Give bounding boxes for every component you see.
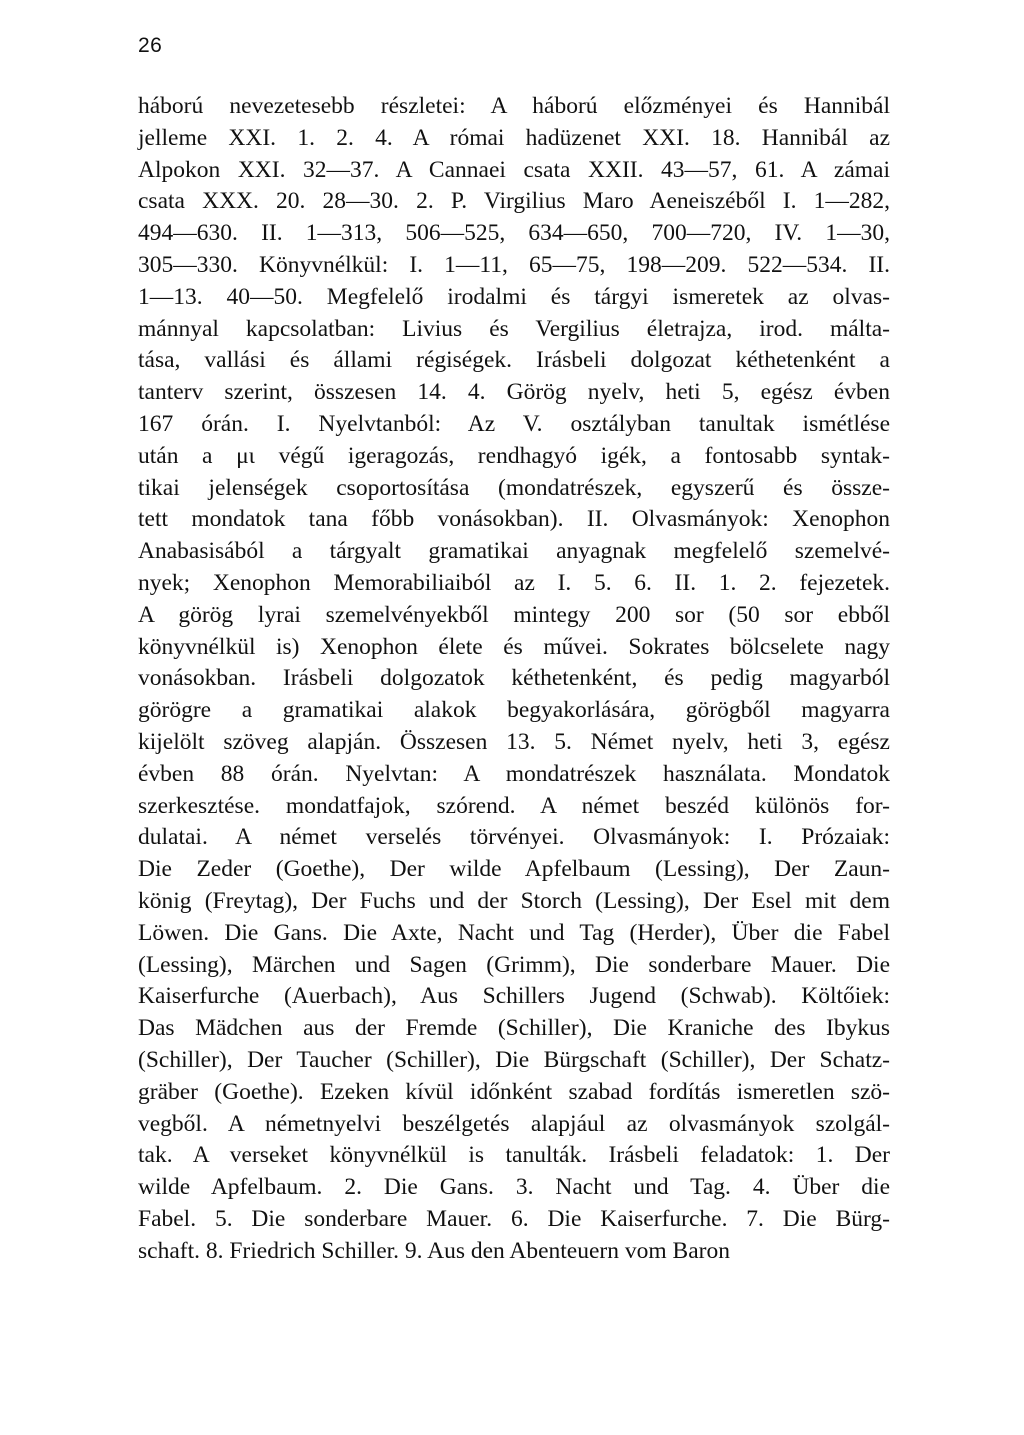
text-line: Alpokon XXI. 32—37. A Cannaei csata XXII. 43—57, 61. A zámai <box>138 156 890 183</box>
text-line: szerkesztése. mondatfajok, szórend. A német beszéd különös for- <box>138 792 890 819</box>
text-line: 494—630. II. 1—313, 506—525, 634—650, 700—720, IV. 1—30, <box>138 220 890 247</box>
text-line: könyvnélkül is) Xenophon élete és művei. Sokrates bölcselete nagy <box>138 633 890 660</box>
text-line: nyek; Xenophon Memorabiliaiból az I. 5. 6. II. 1. 2. fejezetek. <box>138 569 890 596</box>
text-line: Die Zeder (Goethe), Der wilde Apfelbaum (Lessing), Der Zaun- <box>138 856 890 883</box>
text-line: kijelölt szöveg alapján. Összesen 13. 5. Német nyelv, heti 3, egész <box>138 728 890 755</box>
text-line: Das Mädchen aus der Fremde (Schiller), Die Kraniche des Ibykus <box>138 1015 890 1042</box>
text-line: (Schiller), Der Taucher (Schiller), Die Bürgschaft (Schiller), Der Schatz- <box>138 1046 890 1073</box>
text-line: vegből. A németnyelvi beszélgetés alapjául az olvasmányok szolgál- <box>138 1110 890 1137</box>
text-line: háború nevezetesebb részletei: A háború előzményei és Hannibál <box>138 93 890 119</box>
text-line: mánnyal kapcsolatban: Livius és Vergilius életrajza, irod. málta- <box>138 315 890 342</box>
text-line: könig (Freytag), Der Fuchs und der Storch (Lessing), Der Esel mit dem <box>138 887 890 914</box>
text-line: A görög lyrai szemelvényekből mintegy 200 sor (50 sor ebből <box>138 601 890 628</box>
text-line: tása, vallási és állami régiségek. Irásbeli dolgozat kéthetenként a <box>138 347 890 374</box>
text-line: gräber (Goethe). Ezeken kívül időnként szabad fordítás ismeretlen szö- <box>138 1078 890 1105</box>
text-line: Fabel. 5. Die sonderbare Mauer. 6. Die Kaiserfurche. 7. Die Bürg- <box>138 1205 890 1232</box>
page-number: 26 <box>138 34 163 57</box>
text-line: (Lessing), Märchen und Sagen (Grimm), Die sonderbare Mauer. Die <box>138 951 890 978</box>
text-line: dulatai. A német verselés törvényei. Olvasmányok: I. Prózaiak: <box>138 824 890 851</box>
body-text <box>138 91 890 1267</box>
text-line: jelleme XXI. 1. 2. 4. A római hadüzenet XXI. 18. Hannibál az <box>138 124 890 151</box>
text-line: schaft. 8. Friedrich Schiller. 9. Aus den Abenteuern vom Baron <box>138 1237 730 1264</box>
text-line: 305—330. Könyvnélkül: I. 1—11, 65—75, 198—209. 522—534. II. <box>138 251 890 278</box>
text-line: Anabasisából a tárgyalt gramatikai anyagnak megfelelő szemelvé- <box>138 538 890 565</box>
text-line: Kaiserfurche (Auerbach), Aus Schillers Jugend (Schwab). Költőiek: <box>138 983 890 1010</box>
text-line: 167 órán. I. Nyelvtanból: Az V. osztályban tanultak ismétlése <box>138 410 890 437</box>
text-line: tikai jelenségek csoportosítása (mondatrészek, egyszerű és össze- <box>138 474 890 501</box>
text-line: görögre a gramatikai alakok begyakorlására, görögből magyarra <box>138 697 890 724</box>
text-line: vonásokban. Irásbeli dolgozatok kéthetenként, és pedig magyarból <box>138 665 890 692</box>
text-line: után a μι végű igeragozás, rendhagyó igék, a fontosabb syntak- <box>138 442 890 469</box>
text-line: évben 88 órán. Nyelvtan: A mondatrészek használata. Mondatok <box>138 760 890 787</box>
text-line: wilde Apfelbaum. 2. Die Gans. 3. Nacht und Tag. 4. Über die <box>138 1174 890 1201</box>
text-line: Löwen. Die Gans. Die Axte, Nacht und Tag (Herder), Über die Fabel <box>138 919 890 946</box>
text-line: 1—13. 40—50. Megfelelő irodalmi és tárgyi ismeretek az olvas- <box>138 283 890 310</box>
text-line: tanterv szerint, összesen 14. 4. Görög nyelv, heti 5, egész évben <box>138 379 890 406</box>
text-line: csata XXX. 20. 28—30. 2. P. Virgilius Maro Aeneiszéből I. 1—282, <box>138 188 890 215</box>
text-line: tak. A verseket könyvnélkül is tanulták. Irásbeli feladatok: 1. Der <box>138 1142 890 1169</box>
text-line: tett mondatok tana főbb vonásokban). II. Olvasmányok: Xenophon <box>138 506 890 533</box>
